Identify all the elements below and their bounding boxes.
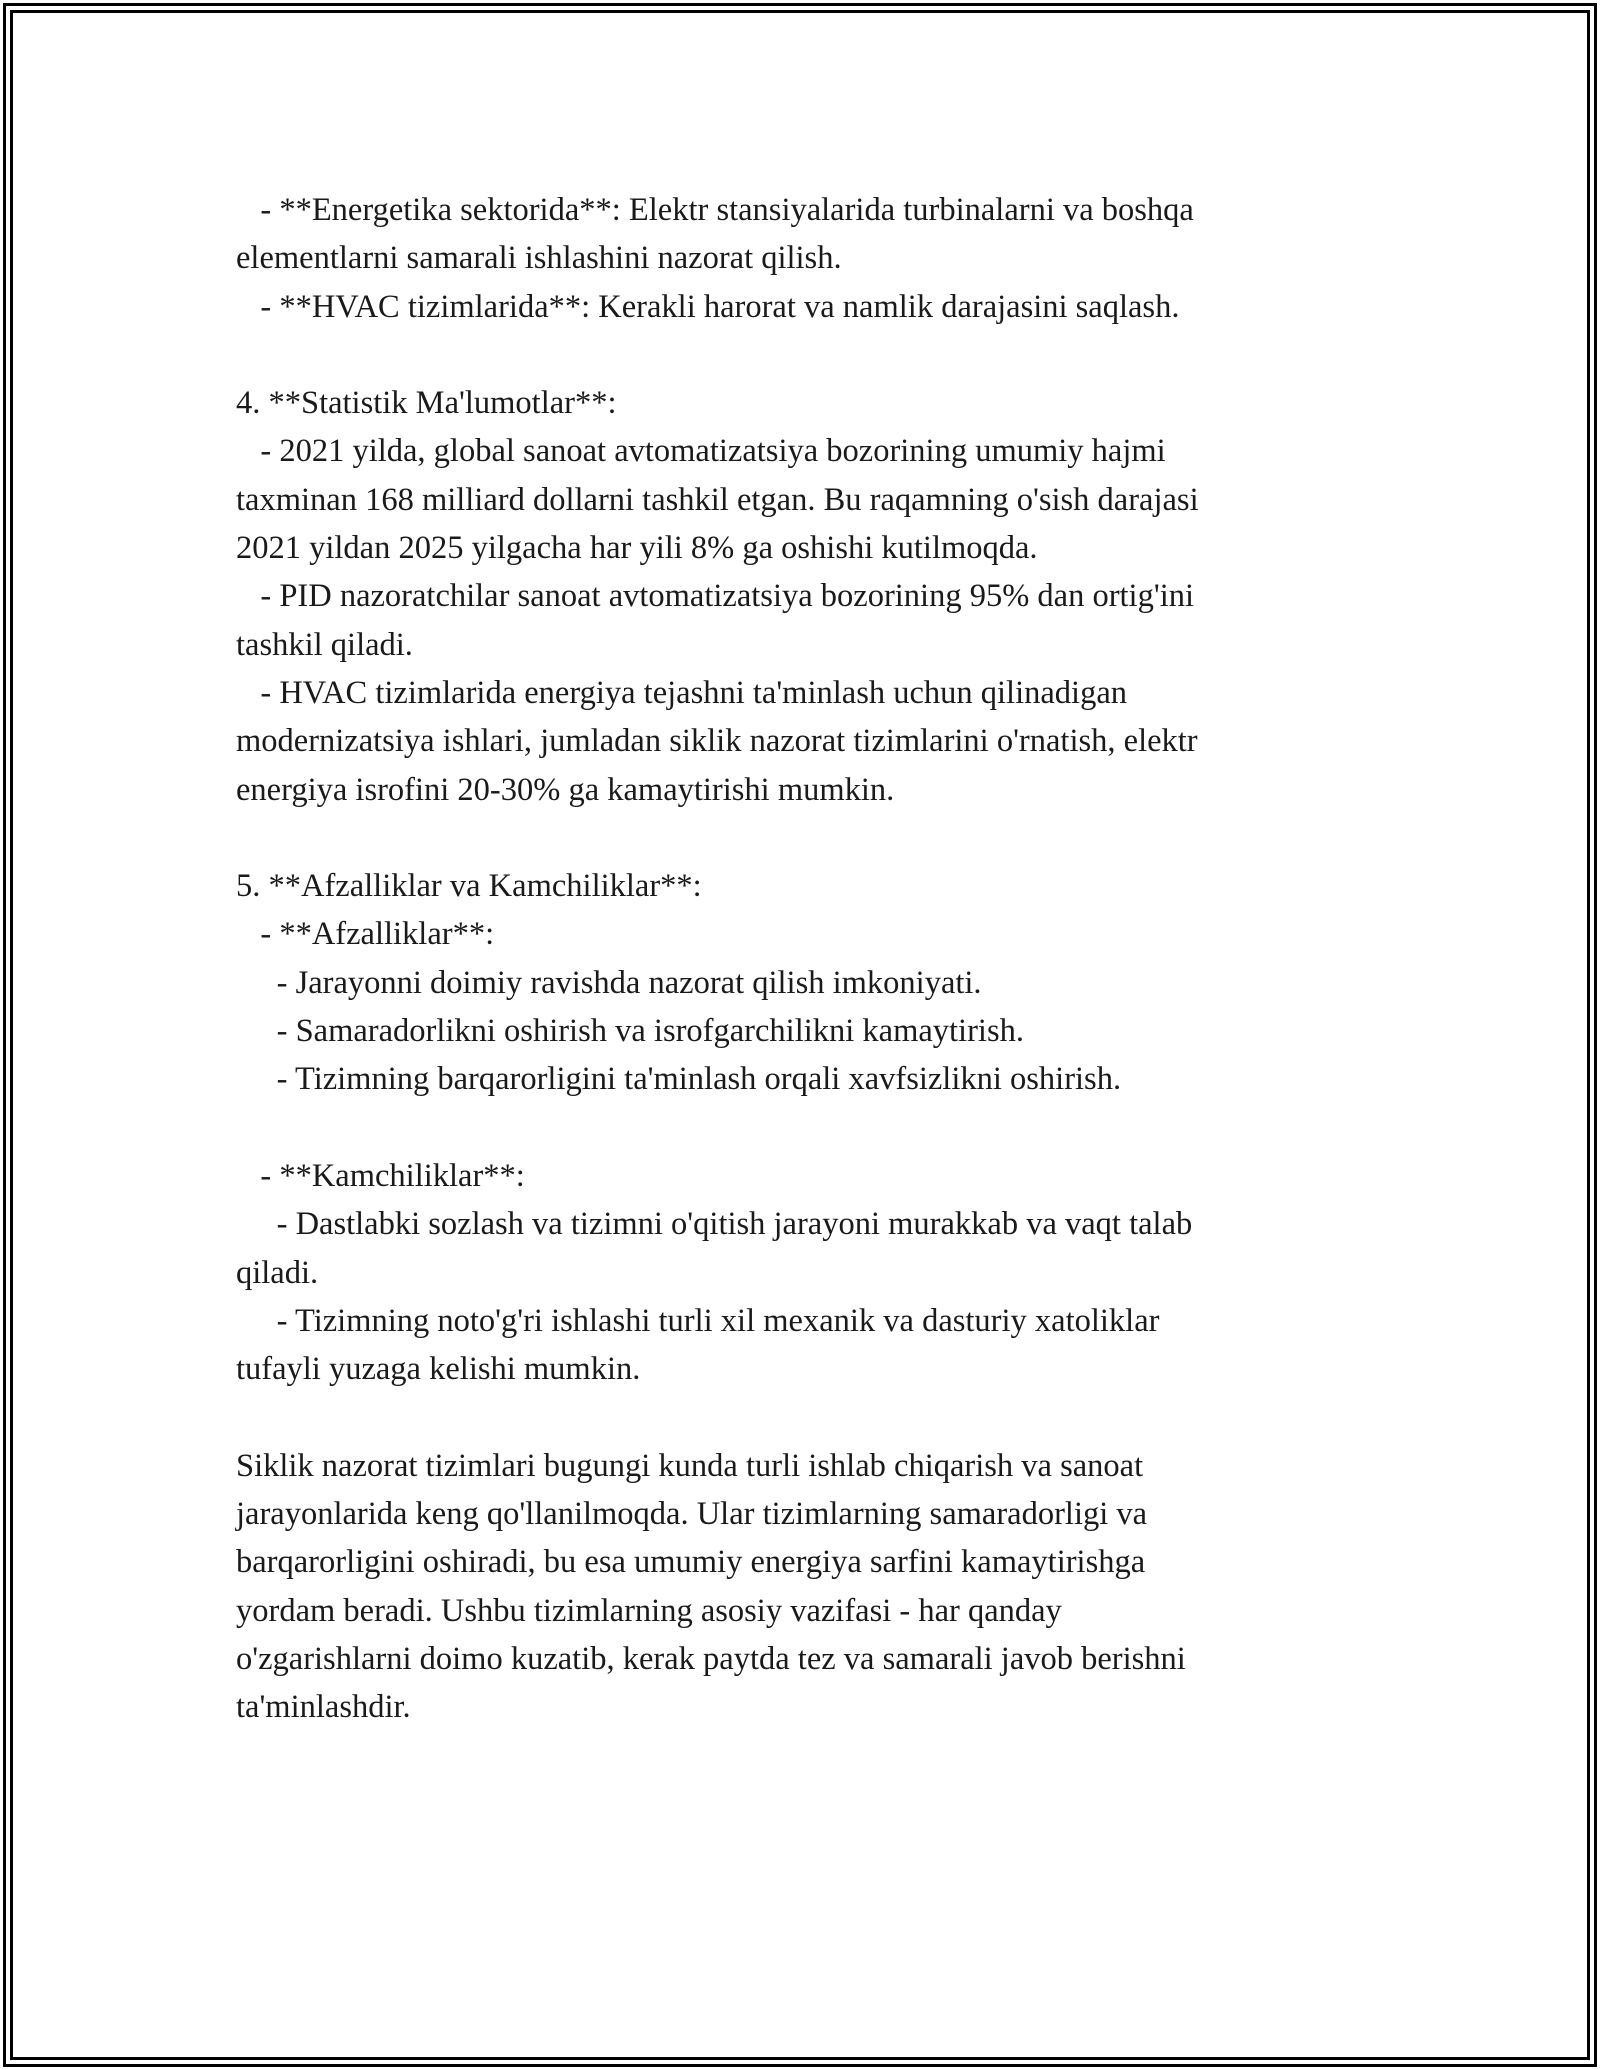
subsection-heading: - **Kamchiliklar**: (236, 1157, 525, 1194)
text-line: qiladi. (236, 1254, 319, 1291)
text-line: tashkil qiladi. (236, 626, 413, 663)
text-line: - PID nazoratchilar sanoat avtomatizatsiya bozorining 95% dan ortig'ini (236, 578, 1195, 615)
list-item: - Tizimning noto'g'ri ishlashi turli xil mexanik va dasturiy xatoliklar (236, 1302, 1160, 1339)
document-body (236, 186, 1366, 1732)
text-line: - 2021 yilda, global sanoat avtomatizatsiya bozorining umumiy hajmi (236, 433, 1166, 470)
blank-line (236, 814, 1366, 862)
list-item: - Samaradorlikni oshirish va isrofgarchilikni kamaytirish. (236, 1013, 1024, 1050)
list-item: - Tizimning barqarorligini ta'minlash orqali xavfsizlikni oshirish. (236, 1061, 1122, 1098)
text-line: - HVAC tizimlarida energiya tejashni ta'minlash uchun qilinadigan (236, 674, 1127, 711)
blank-line (236, 331, 1366, 379)
list-item: - Dastlabki sozlash va tizimni o'qitish jarayoni murakkab va vaqt talab (236, 1206, 1193, 1243)
section-heading: 4. **Statistik Ma'lumotlar**: (236, 385, 617, 422)
text-line: tufayli yuzaga kelishi mumkin. (236, 1351, 641, 1388)
paragraph-line: yordam beradi. Ushbu tizimlarning asosiy vazifasi - har qanday (236, 1592, 1062, 1629)
paragraph-line: jarayonlarida keng qo'llanilmoqda. Ular tizimlarning samaradorligi va (236, 1496, 1148, 1533)
subsection-heading: - **Afzalliklar**: (236, 916, 495, 953)
list-item: - Jarayonni doimiy ravishda nazorat qilish imkoniyati. (236, 964, 982, 1001)
blank-line (236, 1104, 1366, 1152)
text-line: modernizatsiya ishlari, jumladan siklik nazorat tizimlarini o'rnatish, elektr (236, 723, 1198, 760)
text-line: - **HVAC tizimlarida**: Kerakli harorat va namlik darajasini saqlash. (236, 288, 1180, 325)
paragraph-line: Siklik nazorat tizimlari bugungi kunda turli ishlab chiqarish va sanoat (236, 1447, 1144, 1484)
text-line: taxminan 168 milliard dollarni tashkil etgan. Bu raqamning o'sish darajasi (236, 481, 1199, 518)
blank-line (236, 1393, 1366, 1441)
paragraph-line: o'zgarishlarni doimo kuzatib, kerak paytda tez va samarali javob berishni (236, 1640, 1186, 1677)
paragraph-line: barqarorligini oshiradi, bu esa umumiy energiya sarfini kamaytirishga (236, 1544, 1146, 1581)
section-heading: 5. **Afzalliklar va Kamchiliklar**: (236, 868, 702, 905)
text-line: energiya isrofini 20-30% ga kamaytirishi mumkin. (236, 771, 895, 808)
paragraph-line: ta'minlashdir. (236, 1689, 411, 1726)
text-line: elementlarni samarali ishlashini nazorat qilish. (236, 240, 842, 277)
text-line: 2021 yildan 2025 yilgacha har yili 8% ga oshishi kutilmoqda. (236, 530, 1038, 567)
text-line: - **Energetika sektorida**: Elektr stansiyalarida turbinalarni va boshqa (236, 192, 1194, 228)
